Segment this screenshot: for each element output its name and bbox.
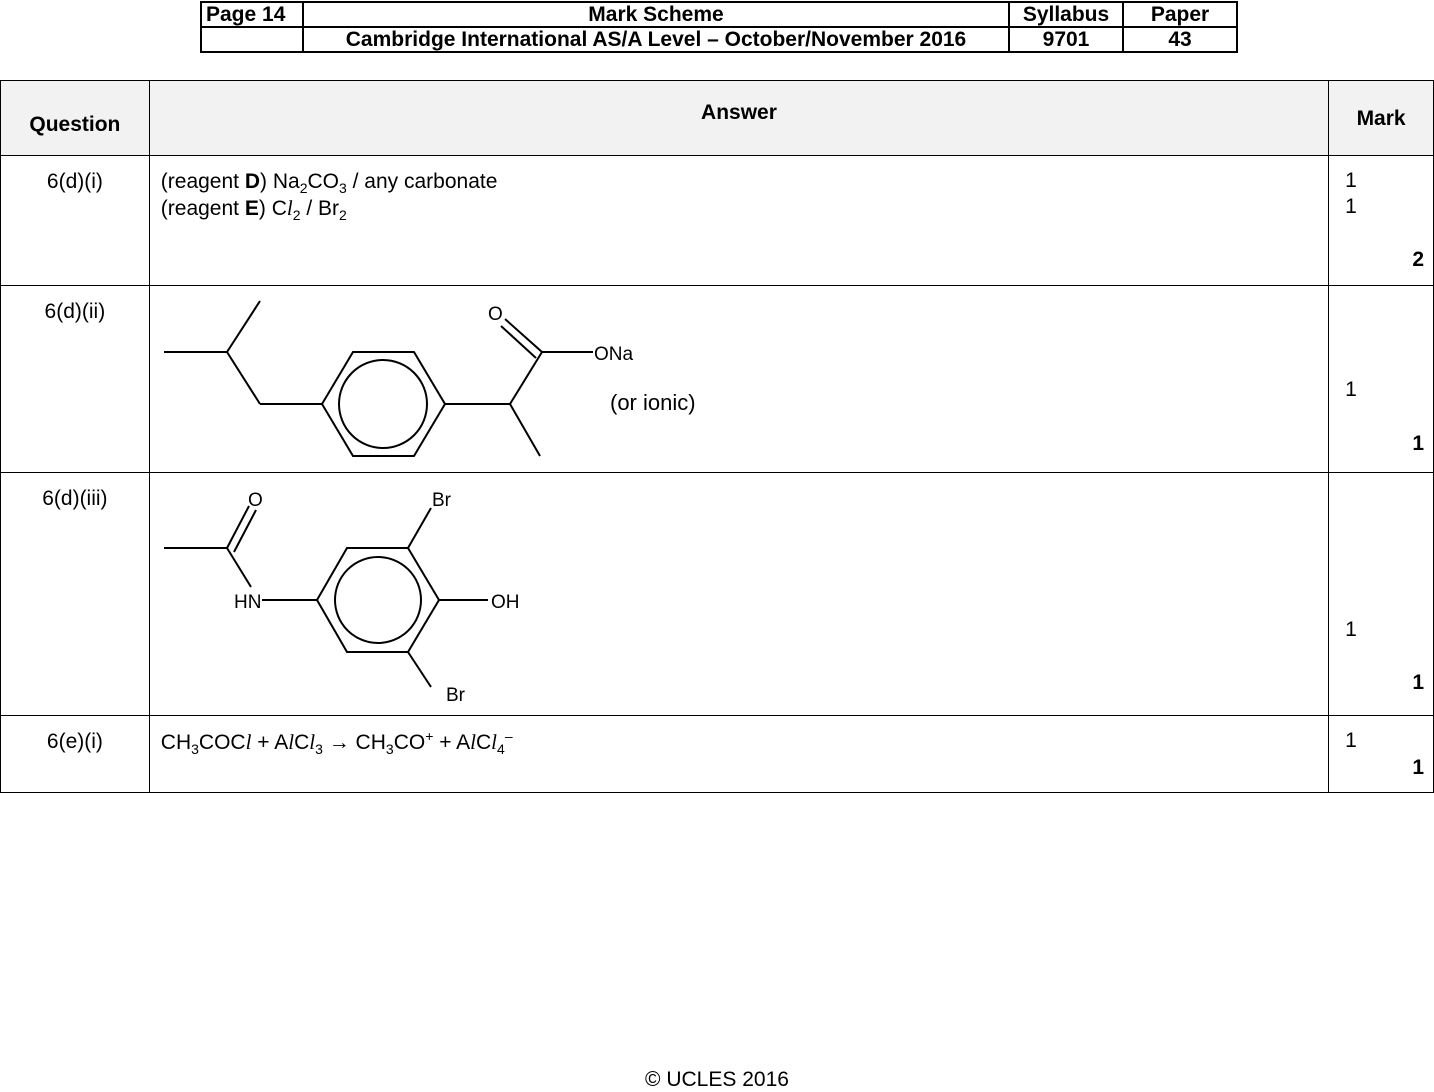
dibromo-paracetamol-structure [150,473,850,714]
ionic-note: (or ionic) [609,390,696,415]
exam-title: Cambridge International AS/A Level – October/November 2016 [303,27,1009,52]
table-row [1,156,1434,286]
bromine-top-label: Br [431,490,451,511]
mark-total: 1 [1412,432,1424,455]
mark-total: 1 [1412,756,1424,779]
syllabus-label: Syllabus [1009,2,1123,27]
question-number: 6(d)(i) [1,156,150,286]
bromine-bottom-label: Br [445,685,465,706]
question-number: 6(d)(ii) [1,286,150,473]
mark-cell [1329,156,1434,286]
table-row [1,286,1434,473]
hydroxyl-label: OH [490,592,520,613]
mark-scheme-label: Mark Scheme [303,2,1009,27]
answer-cell [149,156,1328,286]
mark-value: 1 [1345,195,1357,218]
ibuprofen-sodium-structure [150,286,850,471]
mark-scheme-table [0,80,1434,793]
mark-column-header: Mark [1329,81,1434,156]
paper-value: 43 [1123,27,1237,52]
mark-cell [1329,286,1434,473]
table-header-row [1,81,1434,156]
mark-cell [1329,716,1434,793]
sodium-carboxylate-label: ONa [593,344,633,365]
mark-value: 1 [1345,169,1357,192]
mark-total: 2 [1412,248,1424,271]
amide-nh-label: HN [233,592,262,613]
answer-cell [149,716,1328,793]
mark-total: 1 [1412,671,1424,694]
mark-value: 1 [1345,618,1357,641]
equation: $CH_3COCl$ + AlCl$_3$ → $CH_3CO^+$ + AlCl$_4$– [160,728,513,758]
oxygen-label: O [247,490,263,511]
table-row [1,716,1434,793]
answer-cell [149,286,1328,473]
question-column-header: Question [1,81,150,156]
question-number: 6(d)(iii) [1,473,150,716]
oxygen-label: O [487,304,503,325]
header-empty-cell [201,27,303,52]
answer-cell [149,473,1328,716]
page-number: Page 14 [201,2,303,27]
table-row [1,473,1434,716]
paper-label: Paper [1123,2,1237,27]
mark-cell [1329,473,1434,716]
answer-line: (reagent E) $Cl_2 / Br_2$ [160,196,347,224]
mark-value: 1 [1345,729,1357,752]
copyright-footer: © UCLES 2016 [645,1068,789,1091]
header-table [200,1,1238,53]
answer-line: (reagent D) $Na_2CO_3$ / any carbonate [160,170,498,197]
answer-column-header: Answer [149,81,1328,156]
mark-value: 1 [1345,378,1357,401]
question-number: 6(e)(i) [1,716,150,793]
syllabus-value: 9701 [1009,27,1123,52]
